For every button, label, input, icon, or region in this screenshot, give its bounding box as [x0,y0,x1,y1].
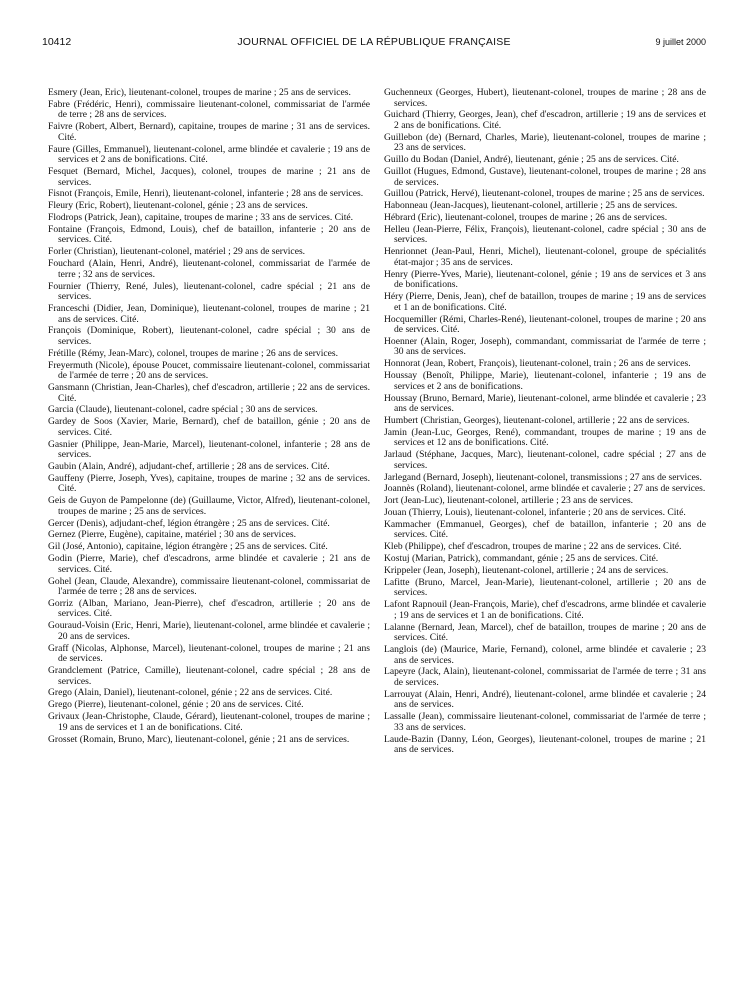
list-item: Joannès (Roland), lieutenant-colonel, arme blindée et cavalerie ; 27 ans de services. [384,483,706,495]
page-number: 10412 [42,36,72,48]
list-item: Guillou (Patrick, Hervé), lieutenant-colonel, troupes de marine ; 25 ans de services. [384,188,705,200]
list-item: Hébrard (Eric), lieutenant-colonel, troupes de marine ; 26 ans de services. [384,212,668,224]
list-item: Geis de Guyon de Pampelonne (de) (Guillaume, Victor, Alfred), lieutenant-colonel, troupes de marine ; 25 ans de services. [48,495,370,517]
list-item: Jamin (Jean-Luc, Georges, René), commandant, troupes de marine ; 19 ans de services et 12 ans de bonifications. Cité. [384,426,706,449]
list-item: Lafont Rapnouil (Jean-François, Marie), chef d'escadrons, arme blindée et cavalerie ; 19 ans de services et 1 an de bonifications. Cité. [384,599,706,621]
list-item: Gernez (Pierre, Eugène), capitaine, matériel ; 30 ans de services. [48,529,296,541]
list-item: Hocquemiller (Rémi, Charles-René), lieutenant-colonel, troupes de marine ; 20 ans de services. Cité. [384,313,706,336]
list-item: Gorriz (Alban, Mariano, Jean-Pierre), chef d'escadron, artillerie ; 20 ans de services. Cité. [48,597,370,620]
list-item: Lalanne (Bernard, Jean, Marcel), chef de bataillon, troupes de marine ; 20 ans de services. Cité. [384,621,706,644]
list-item: Grivaux (Jean-Christophe, Claude, Gérard), lieutenant-colonel, troupes de marine ; 19 ans de services et 1 an de bonifications. Cité. [48,711,370,733]
list-item: Fabre (Frédéric, Henri), commissaire lieutenant-colonel, commissariat de l'armée de terre ; 28 ans de services. [48,98,370,121]
list-item: Jort (Jean-Luc), lieutenant-colonel, artillerie ; 23 ans de services. [384,495,634,507]
list-item: Fesquet (Bernard, Michel, Jacques), colonel, troupes de marine ; 21 ans de services. [48,166,370,188]
list-item: Helleu (Jean-Pierre, Félix, François), lieutenant-colonel, cadre spécial ; 30 ans de services. [384,223,706,246]
list-item: Larrouyat (Alain, Henri, André), lieutenant-colonel, arme blindée et cavalerie ; 24 ans de services. [384,688,706,711]
list-item: François (Dominique, Robert), lieutenant-colonel, cadre spécial ; 30 ans de services. [48,325,370,347]
list-item: Lassalle (Jean), commissaire lieutenant-colonel, commissariat de l'armée de terre ; 33 ans de services. [384,711,706,733]
list-item: Grosset (Romain, Bruno, Marc), lieutenant-colonel, génie ; 21 ans de services. [48,733,350,745]
list-item: Kostuj (Marian, Patrick), commandant, génie ; 25 ans de services. Cité. [384,553,659,565]
list-item: Habonneau (Jean-Jacques), lieutenant-colonel, artillerie ; 25 ans de services. [384,200,678,212]
list-item: Gercer (Denis), adjudant-chef, légion étrangère ; 25 ans de services. Cité. [48,517,330,529]
list-item: Kammacher (Emmanuel, Georges), chef de bataillon, infanterie ; 20 ans de services. Cité. [384,518,706,541]
list-item: Gasnier (Philippe, Jean-Marie, Marcel), lieutenant-colonel, infanterie ; 28 ans de services. [48,438,370,461]
list-item: Faure (Gilles, Emmanuel), lieutenant-colonel, arme blindée et cavalerie ; 19 ans de services et 2 ans de bonifications. Cité. [48,143,370,166]
list-item: Guchenneux (Georges, Hubert), lieutenant-colonel, troupes de marine ; 28 ans de services. [384,87,706,109]
list-item: Graff (Nicolas, Alphonse, Marcel), lieutenant-colonel, troupes de marine ; 21 ans de services. [48,642,370,665]
list-item: Héry (Pierre, Denis, Jean), chef de bataillon, troupes de marine ; 19 ans de services et 1 an de bonifications. Cité. [384,291,706,313]
list-item: Krippeler (Jean, Joseph), lieutenant-colonel, artillerie ; 24 ans de services. [384,564,669,576]
list-item: Guillo du Bodan (Daniel, André), lieutenant, génie ; 25 ans de services. Cité. [384,154,679,166]
right-column [384,88,706,757]
list-item: Gansmann (Christian, Jean-Charles), chef d'escadron, artillerie ; 22 ans de services. Cité. [48,381,370,404]
list-item: Humbert (Christian, Georges), lieutenant-colonel, artillerie ; 22 ans de services. [384,414,690,426]
list-item: Forler (Christian), lieutenant-colonel, matériel ; 29 ans de services. [48,246,306,258]
list-item: Henrionnet (Jean-Paul, Henri, Michel), lieutenant-colonel, groupe de spécialités état-major ; 35 ans de services. [384,246,706,268]
list-item: Jarlaud (Stéphane, Jacques, Marc), lieutenant-colonel, cadre spécial ; 27 ans de services. [384,449,706,471]
list-item: Gauffeny (Pierre, Joseph, Yves), capitaine, troupes de marine ; 32 ans de services. Cité. [48,472,370,495]
list-item: Flodrops (Patrick, Jean), capitaine, troupes de marine ; 33 ans de services. Cité. [48,212,354,224]
list-item: Franceschi (Didier, Jean, Dominique), lieutenant-colonel, troupes de marine ; 21 ans de services. Cité. [48,302,370,325]
list-item: Langlois (de) (Maurice, Marie, Fernand), colonel, arme blindée et cavalerie ; 23 ans de services. [384,644,706,666]
list-item: Frétille (Rémy, Jean-Marc), colonel, troupes de marine ; 26 ans de services. [48,347,339,359]
list-item: Garcia (Claude), lieutenant-colonel, cadre spécial ; 30 ans de services. [48,404,318,416]
list-item: Houssay (Bruno, Bernard, Marie), lieutenant-colonel, arme blindée et cavalerie ; 23 ans de services. [384,392,706,415]
list-item: Jarlegand (Bernard, Joseph), lieutenant-colonel, transmissions ; 27 ans de services. [384,471,702,483]
list-item: Kleb (Philippe), chef d'escadron, troupes de marine ; 22 ans de services. Cité. [384,541,682,553]
list-item: Hoenner (Alain, Roger, Joseph), commandant, commissariat de l'armée de terre ; 30 ans de services. [384,335,706,358]
list-item: Jouan (Thierry, Louis), lieutenant-colonel, infanterie ; 20 ans de services. Cité. [384,507,686,519]
list-item: Gaubin (Alain, André), adjudant-chef, artillerie ; 28 ans de services. Cité. [48,460,330,472]
list-item: Lafitte (Bruno, Marcel, Jean-Marie), lieutenant-colonel, artillerie ; 20 ans de services. [384,576,706,599]
list-item: Grego (Pierre), lieutenant-colonel, génie ; 20 ans de services. Cité. [48,699,304,711]
list-item: Gardey de Soos (Xavier, Marie, Bernard), chef de bataillon, génie ; 20 ans de services. Cité. [48,416,370,438]
list-item: Fournier (Thierry, René, Jules), lieutenant-colonel, cadre spécial ; 21 ans de services. [48,280,370,303]
list-item: Guichard (Thierry, Georges, Jean), chef d'escadron, artillerie ; 19 ans de services et 2 ans de bonifications. Cité. [384,109,706,131]
page-header [42,36,706,52]
publication-date: 9 juillet 2000 [655,37,706,47]
journal-title: JOURNAL OFFICIEL DE LA RÉPUBLIQUE FRANÇAISE [237,36,511,48]
list-item: Fontaine (François, Edmond, Louis), chef de bataillon, infanterie ; 20 ans de services. Cité. [48,223,370,246]
list-item: Gil (José, Antonio), capitaine, légion étrangère ; 25 ans de services. Cité. [48,541,328,553]
list-item: Esmery (Jean, Eric), lieutenant-colonel, troupes de marine ; 25 ans de services. [48,87,351,98]
list-item: Freyermuth (Nicole), épouse Poucet, commissaire lieutenant-colonel, commissariat de l'armée de terre ; 20 ans de services. [48,359,370,382]
list-item: Henry (Pierre-Yves, Marie), lieutenant-colonel, génie ; 19 ans de services et 3 ans de bonifications. [384,268,706,291]
list-item: Grandclement (Patrice, Camille), lieutenant-colonel, cadre spécial ; 28 ans de services. [48,665,370,687]
list-item: Gouraud-Voisin (Eric, Henri, Marie), lieutenant-colonel, arme blindée et cavalerie ; 20 ans de services. [48,620,370,642]
left-column [48,88,370,746]
list-item: Faivre (Robert, Albert, Bernard), capitaine, troupes de marine ; 31 ans de services. Cité. [48,121,370,143]
list-item: Fleury (Eric, Robert), lieutenant-colonel, génie ; 23 ans de services. [48,200,308,212]
list-item: Godin (Pierre, Marie), chef d'escadrons, arme blindée et cavalerie ; 21 ans de services. Cité. [48,553,370,575]
list-item: Fouchard (Alain, Henri, André), lieutenant-colonel, commissariat de l'armée de terre ; 32 ans de services. [48,258,370,280]
list-item: Houssay (Benoît, Philippe, Marie), lieutenant-colonel, infanterie ; 19 ans de services et 2 ans de bonifications. [384,370,706,392]
list-item: Grego (Alain, Daniel), lieutenant-colonel, génie ; 22 ans de services. Cité. [48,687,333,699]
list-item: Gohel (Jean, Claude, Alexandre), commissaire lieutenant-colonel, commissariat de l'armée de terre ; 28 ans de services. [48,575,370,598]
list-item: Fisnot (François, Emile, Henri), lieutenant-colonel, infanterie ; 28 ans de services. [48,188,364,200]
list-item: Honnorat (Jean, Robert, François), lieutenant-colonel, train ; 26 ans de services. [384,358,691,370]
list-item: Lapeyre (Jack, Alain), lieutenant-colonel, commissariat de l'armée de terre ; 31 ans de services. [384,666,706,688]
list-item: Laude-Bazin (Danny, Léon, Georges), lieutenant-colonel, troupes de marine ; 21 ans de services. [384,733,706,756]
list-item: Guillot (Hugues, Edmond, Gustave), lieutenant-colonel, troupes de marine ; 28 ans de services. [384,166,706,188]
list-item: Guillebon (de) (Bernard, Charles, Marie), lieutenant-colonel, troupes de marine ; 23 ans de services. [384,131,706,154]
